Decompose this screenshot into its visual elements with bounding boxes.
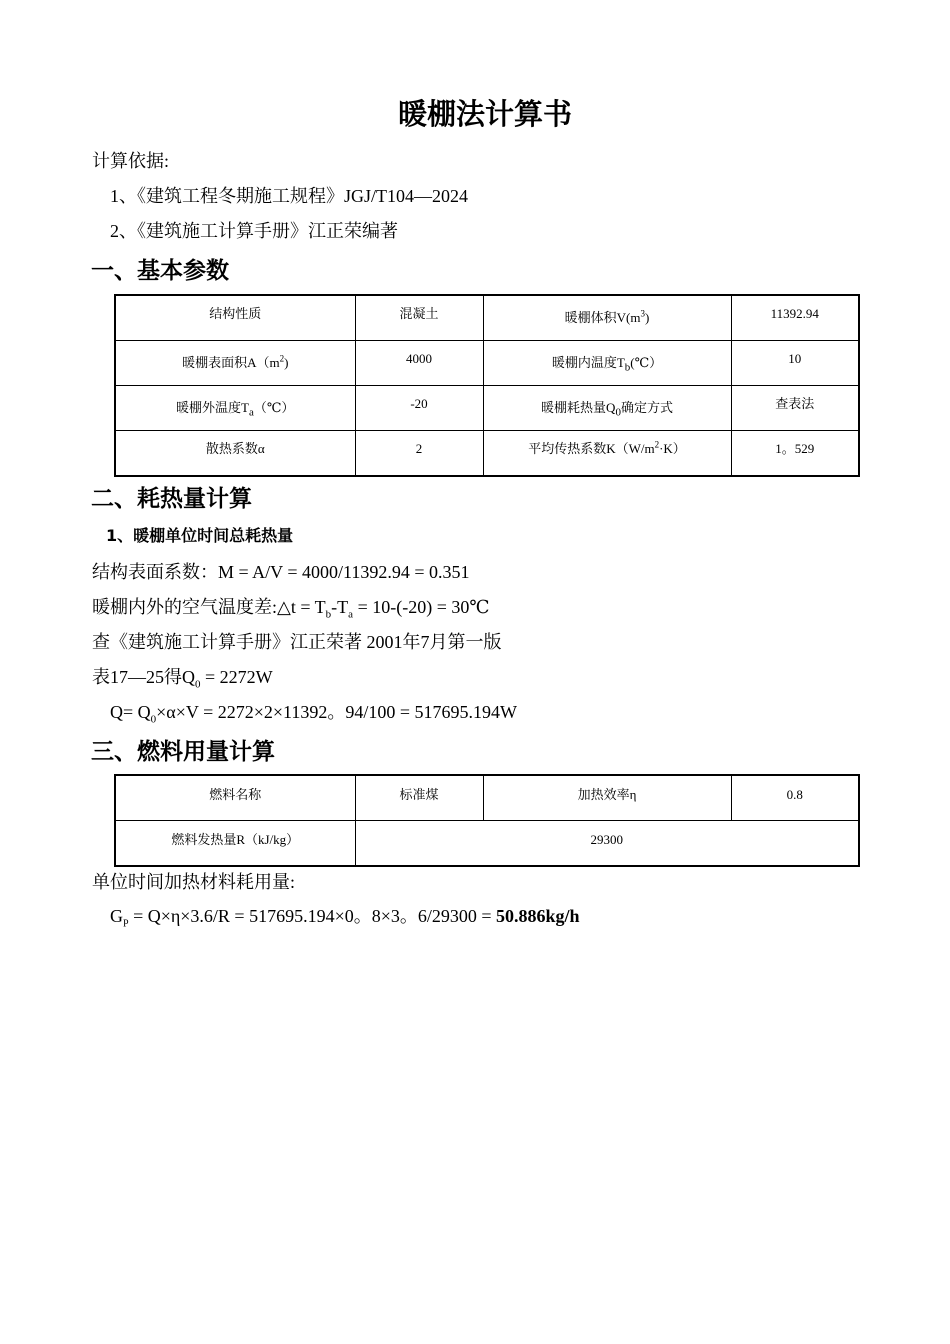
fuel-consumption-formula: $G_P = Q\times\eta\times 3.6/R = 517695.194\times 0$。8×3。6/29300 = 50.886kg/h xyxy=(110,906,580,930)
param-value: -20 xyxy=(355,386,483,431)
param-value: 0.8 xyxy=(731,775,859,821)
section-2-heading: 二、耗热量计算 xyxy=(91,486,252,512)
param-label: 平均传热系数$K(W/m^2\cdot K)$ xyxy=(483,431,731,477)
table-row xyxy=(115,295,859,341)
param-value: 查表法 xyxy=(731,386,859,431)
table-row xyxy=(115,431,859,477)
table-row xyxy=(115,386,859,431)
param-value: 标准煤 xyxy=(355,775,483,821)
param-label: 燃料名称 xyxy=(115,775,355,821)
param-value: 4000 xyxy=(355,341,483,386)
table-row xyxy=(115,775,859,821)
param-label: 暖棚体积$V(m^3)$ xyxy=(483,295,731,341)
param-label: 燃料发热量R（kJ/kg） xyxy=(115,821,355,867)
param-label: 加热效率η xyxy=(483,775,731,821)
table-row xyxy=(115,821,859,867)
param-label: 暖棚表面积$A(m^2)$ xyxy=(115,341,355,386)
temperature-difference-line: 暖棚内外的空气温度差:△t = $T_b-T_a = 10-(-20)$ = 30℃ xyxy=(92,597,490,621)
param-label: 暖棚耗热量$Q_0$确定方式 xyxy=(483,386,731,431)
table-row xyxy=(115,341,859,386)
basic-parameters-table xyxy=(114,294,860,477)
param-label: 暖棚内温度$T_b(℃)$ xyxy=(483,341,731,386)
param-value: 混凝土 xyxy=(355,295,483,341)
document-title: 暖棚法计算书 xyxy=(397,97,572,131)
fuel-consumption-heading: 单位时间加热材料耗用量: xyxy=(92,872,295,892)
surface-coefficient-line: 结构表面系数：M = A/V = 4000/11392.94 = 0.351 xyxy=(92,562,470,582)
param-value: 10 xyxy=(731,341,859,386)
section-1-heading: 一、基本参数 xyxy=(91,258,229,284)
param-label: 暖棚外温度$T_a(℃)$ xyxy=(115,386,355,431)
table-lookup-line: 表17—25得$Q_0 = 2272W$ xyxy=(92,667,273,691)
section-3-heading: 三、燃料用量计算 xyxy=(91,739,275,765)
param-value: 1。529 xyxy=(731,431,859,477)
total-heat-formula: $Q= Q_0\times\alpha\times V = 2272\times 2\times 11392$。94/100 = 517695.194W xyxy=(110,702,517,726)
basis-heading: 计算依据: xyxy=(92,151,170,171)
basis-item-2: 2、《建筑施工计算手册》江正荣编著 xyxy=(110,221,398,241)
fuel-consumption-result: 50.886kg/h xyxy=(496,906,580,926)
param-label: 散热系数α xyxy=(115,431,355,477)
basis-item-1: 1、《建筑工程冬期施工规程》JGJ/T104—2024 xyxy=(110,186,469,206)
param-value: 29300 xyxy=(355,821,859,867)
fuel-parameters-table xyxy=(114,774,860,867)
param-value: 2 xyxy=(355,431,483,477)
param-label: 结构性质 xyxy=(115,295,355,341)
param-value: 11392.94 xyxy=(731,295,859,341)
reference-line: 查《建筑施工计算手册》江正荣著 2001年7月第一版 xyxy=(92,632,502,652)
section-2-subheading: 1、暖棚单位时间总耗热量 xyxy=(106,526,294,545)
